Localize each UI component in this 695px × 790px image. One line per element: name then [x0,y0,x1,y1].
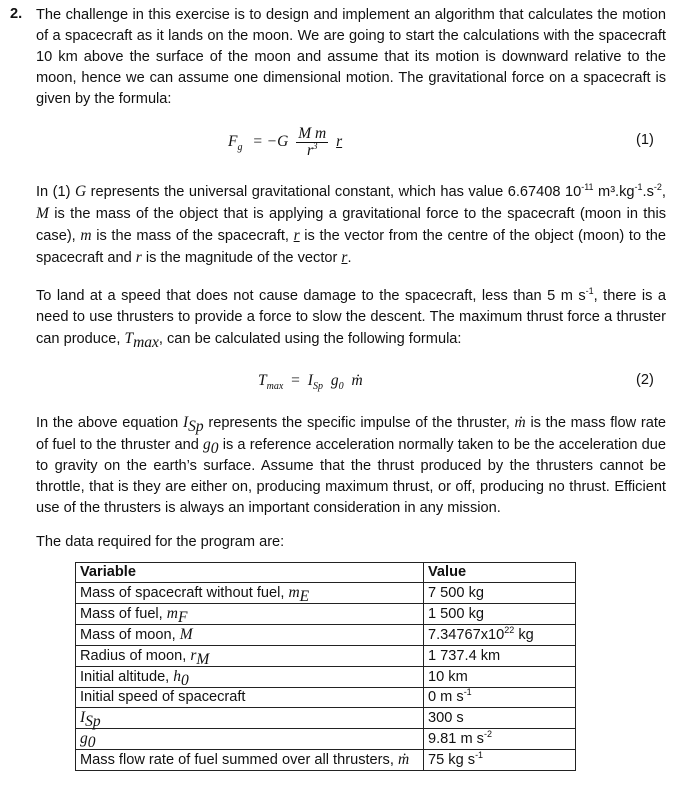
variable-cell: $I_{Sp}$ [76,708,424,729]
table-row [76,750,576,771]
variable-cell: Mass of spacecraft without fuel, $m_E$ [76,583,424,604]
table-row [76,625,576,646]
variable-cell: Mass flow rate of fuel summed over all thrusters, ṁ [76,750,424,771]
value-cell: 1 500 kg [424,604,576,625]
question-number: 2. [10,6,23,22]
table-row [76,688,576,708]
gravity-description: In (1) G represents the universal gravitational constant, which has value 6.67408 $10^{-11}$ $m^3.kg^{-1}.s^{-2}$, M is the mass of the object that is applying a gravitational force to the spacecraft (moon in this case), m is the mass of the spacecraft, r is the vector from the centre of the object (moon) to the spacecraft and r is the magnitude of the vector r. [36,182,667,266]
table-header-row [76,563,576,583]
value-cell: 300 s [424,708,576,729]
data-intro: The data required for the program are: [36,534,285,550]
value-cell: $7.34767x10^{22}$ kg [424,625,576,646]
variable-cell: Initial altitude, $h_0$ [76,667,424,688]
header-value: Value [424,563,576,583]
equation-1-number: (1) [636,132,654,148]
table-row [76,646,576,667]
variable-cell: Mass of moon, M [76,625,424,646]
eq1-vector: r [336,133,343,151]
value-cell: 1 737.4 km [424,646,576,667]
table-row [76,708,576,729]
value-cell: 0 m $s^{-1}$ [424,688,576,708]
value-cell: 7 500 kg [424,583,576,604]
variable-cell: Mass of fuel, $m_F$ [76,604,424,625]
header-variable: Variable [76,563,424,583]
eq1-prefix: = −G [252,133,289,151]
equation-2: $T_{max} = I_{Sp}$ $g_0$ ṁ [258,372,363,393]
table-row [76,583,576,604]
variable-cell: $g_0$ [76,729,424,750]
variable-cell: Initial speed of spacecraft [76,688,424,708]
value-cell: 9.81 m $s^{-2}$ [424,729,576,750]
variable-cell: Radius of moon, $r_M$ [76,646,424,667]
data-table [75,562,576,771]
eq1-fraction: $\frac{\text{M m}}{r^3}$ [298,125,327,159]
value-cell: 75 kg $s^{-1}$ [424,750,576,771]
table-row [76,667,576,688]
intro-paragraph: The challenge in this exercise is to design and implement an algorithm that calculates the motion of a spacecraft as it lands on the moon. We are going to start the calculations with the spacecraft 10 km above the surface of the moon and assume that its motion is downward relative to the moon, hence we can assume one dimensional motion. The gravitational force on a spacecraft is given by the formula: [36,7,666,107]
eq1-lhs: $F_g$ [228,133,243,154]
thrust-paragraph: To land at a speed that does not cause damage to the spacecraft, less than 5 m $s^{-1}$, there is a need to use thrusters to provide a force to slow the descent. The maximum thrust force a thruster can produce, $T_{max}$, can be calculated using the following formula: [36,286,666,351]
table-row [76,604,576,625]
equation-1 [228,126,342,159]
value-cell: 10 km [424,667,576,688]
equation-description: In the above equation $I_{Sp}$ represents the specific impulse of the thruster, ṁ is the mass flow rate of fuel to the thruster and $g_0$ is a reference acceleration normally taken to be the acceleration due to gravity on the earth’s surface. Assume that the thrust produced by the thrusters cannot be throttle, that is they are either on, producing maximum thrust, or off, producing no thrust. Efficient use of the thrusters is always an important consideration in any mission. [36,414,667,516]
equation-2-number: (2) [636,372,654,388]
table-row [76,729,576,750]
